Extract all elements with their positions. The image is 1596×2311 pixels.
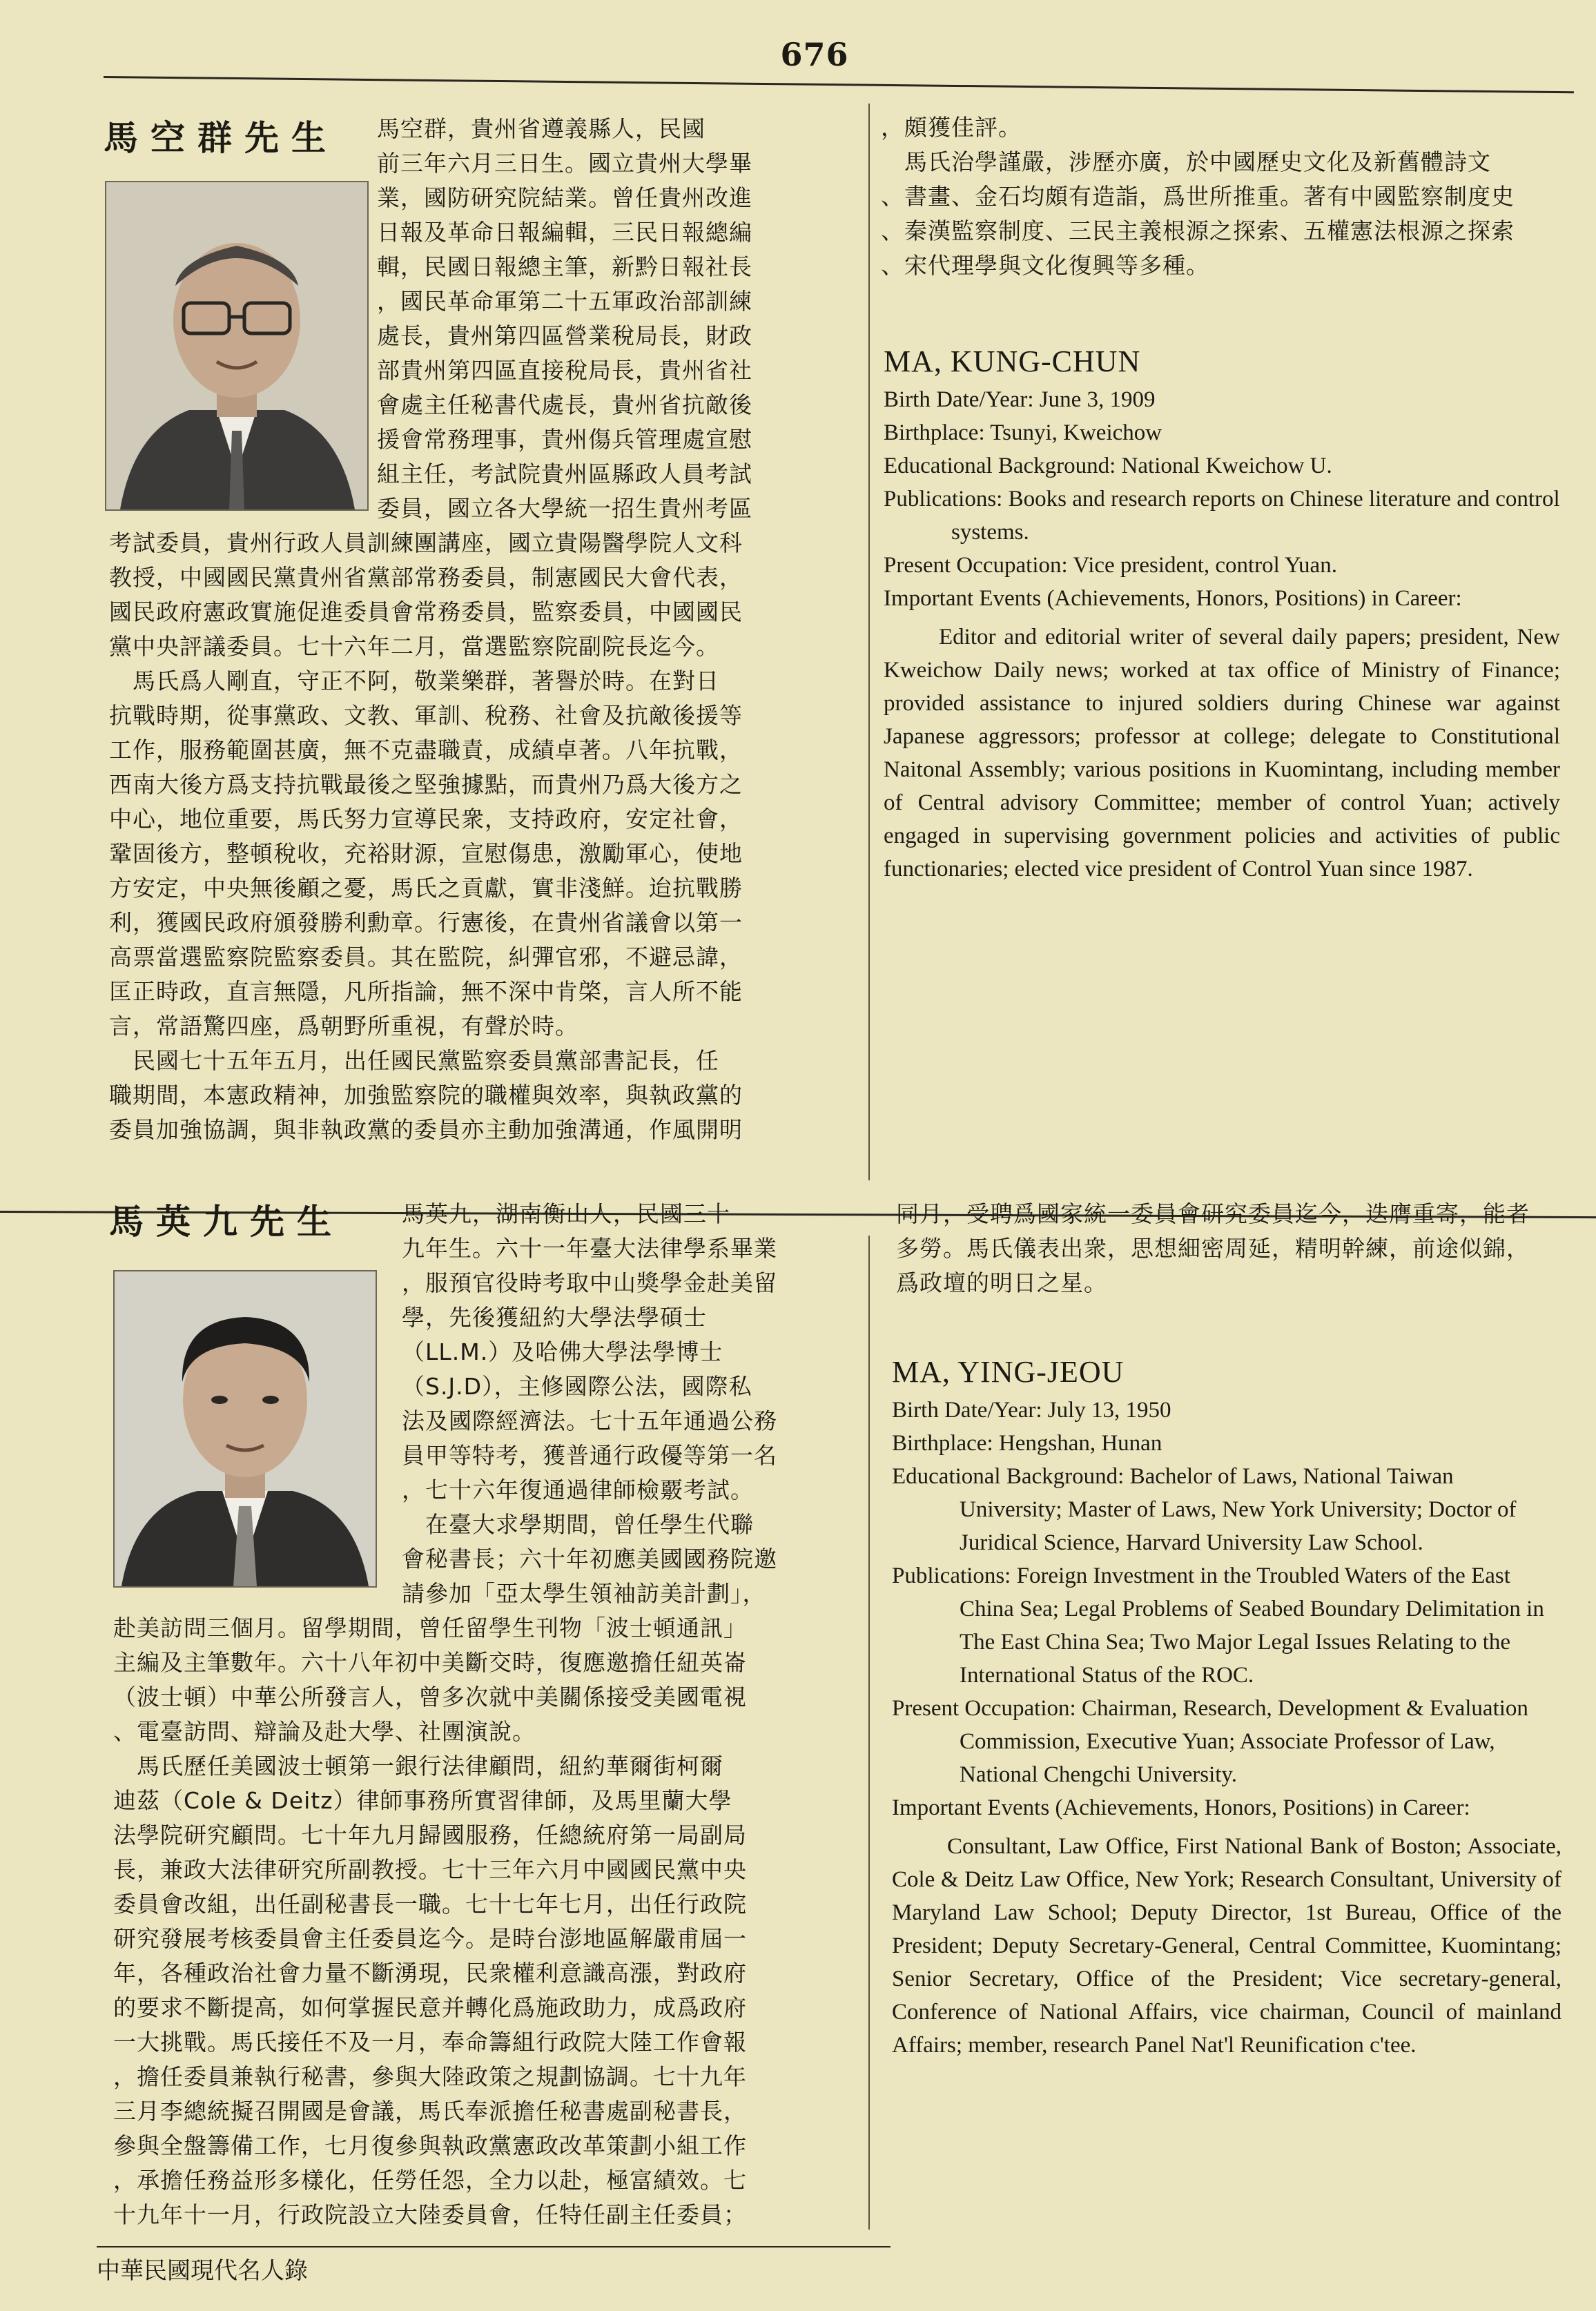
column-divider-top	[868, 104, 870, 1180]
bio-field-value: Bachelor of Laws, National Taiwan University; Master of Laws, New York University; Doctor of Juridical Science, Harvard University Law School.	[960, 1464, 1517, 1555]
text-line: 法及國際經濟法。七十五年通過公務	[402, 1407, 777, 1434]
bio-field	[892, 1427, 1561, 1460]
text-line: 迪茲（Cole & Deitz）律師事務所實習律師，及馬里蘭大學	[113, 1787, 732, 1814]
page-number: 676	[780, 36, 849, 73]
text-line: ，服預官役時考取中山獎學金赴美留	[402, 1269, 777, 1296]
bio-field-label: Birth Date/Year:	[884, 387, 1034, 412]
portrait-photo	[105, 181, 369, 511]
text-line: 部貴州第四區直接稅局長，貴州省社	[377, 357, 752, 384]
career-paragraph: Consultant, Law Office, First National Bank of Boston; Associate, Cole & Deitz Law Office, New York; Research Consultant, University of Maryland Law School; Deputy Director, 1st Bureau, Office of the President; Deputy Secretary-General, Central Committee, Kuomintang; Senior Secretary, Office of the President; Vice secretary-general, Conference of National Affairs, vice chairman, Council of mainland Affairs; member, research Panel Nat'l Reunification c'tee.	[892, 1834, 1561, 2058]
text-line: 馬空群，貴州省遵義縣人，民國	[377, 115, 705, 142]
career-paragraph: Editor and editorial writer of several daily papers; president, New Kweichow Daily news; worked at tax office of Ministry of Finance; provided assistance to injured soldiers during Chinese war against Japanese aggressors; professor at college; delegate to Constitutional Naitonal Assembly; various positions in Kuomintang, including member of Central advisory Committee; member of control Yuan; actively engaged in supervising government policies and activities of public functionaries; elected vice president of Control Yuan since 1987.	[884, 625, 1560, 881]
bio-field-label: Publications:	[892, 1563, 1011, 1588]
entry-1-chinese-body	[109, 526, 827, 1147]
bio-field	[892, 1692, 1561, 1791]
text-line: 研究發展考核委員會主任委員迄今。是時台澎地區解嚴甫屆一	[113, 1925, 747, 1952]
text-line: 請參加「亞太學生領袖訪美計劃」，	[402, 1580, 766, 1607]
text-line: 西南大後方爲支持抗戰最後之堅強據點，而貴州乃爲大後方之	[109, 771, 743, 798]
bio-field-value: Chairman, Research, Development & Evaluation Commission, Executive Yuan; Associate Professor of Law, National Chengchi University.	[960, 1696, 1528, 1787]
text-line: 言，常語驚四座，爲朝野所重視，有聲於時。	[109, 1013, 578, 1040]
bio-field	[884, 582, 1560, 615]
text-line: 援會常務理事，貴州傷兵管理處宣慰	[377, 426, 752, 453]
bio-field-label: Educational Background:	[884, 454, 1116, 478]
bio-field-value: Vice president, control Yuan.	[1073, 553, 1337, 578]
entry-1-chinese-intro	[377, 112, 819, 526]
top-rule	[104, 76, 1574, 93]
text-line: 組主任，考試院貴州區縣政人員考試	[377, 460, 752, 487]
text-line: 處長，貴州第四區營業稅局長，財政	[377, 322, 752, 349]
text-line: 同月，受聘爲國家統一委員會研究委員迄今，迭膺重寄，能者	[896, 1200, 1530, 1227]
text-line: 抗戰時期，從事黨政、文教、軍訓、稅務、社會及抗敵後援等	[109, 702, 743, 729]
text-line: ，擔任委員兼執行秘書，參與大陸政策之規劃協調。七十九年	[113, 2063, 747, 2090]
bio-field	[884, 383, 1560, 416]
bio-field-label: Present Occupation:	[884, 553, 1068, 578]
text-line: 、秦漢監察制度、三民主義根源之探索、五權憲法根源之探索	[881, 217, 1515, 244]
english-name: MA, KUNG-CHUN	[884, 344, 1141, 378]
bio-field-label: Publications:	[884, 487, 1003, 511]
bio-field	[884, 482, 1560, 549]
text-line: 考試委員，貴州行政人員訓練團講座，國立貴陽醫學院人文科	[109, 529, 743, 556]
text-line: 教授，中國國民黨貴州省黨部常務委員，制憲國民大會代表，	[109, 564, 743, 591]
text-line: 高票當選監察院監察委員。其在監院，糾彈官邪，不避忌諱，	[109, 944, 743, 971]
text-line: 、電臺訪問、辯論及赴大學、社團演說。	[113, 1718, 536, 1745]
text-line: （LL.M.）及哈佛大學法學博士	[402, 1338, 723, 1365]
bio-field-value: Tsunyi, Kweichow	[990, 420, 1162, 445]
text-line: ，頗獲佳評。	[881, 114, 1022, 141]
text-line: 黨中央評議委員。七十六年二月，當選監察院副院長迄今。	[109, 633, 719, 660]
portrait-photo-image	[115, 1271, 376, 1586]
text-line: 主編及主筆數年。六十八年初中美斷交時，復應邀擔任紐英崙	[113, 1649, 747, 1676]
bio-field-label: Important Events (Achievements, Honors, Positions) in Career:	[884, 586, 1462, 611]
text-line: 馬英九，湖南衡山人，民國三十	[402, 1200, 730, 1227]
entry-2-chinese-continued	[896, 1197, 1566, 1300]
text-line: 委員會改組，出任副秘書長一職。七十七年七月，出任行政院	[113, 1891, 747, 1918]
text-line: 參與全盤籌備工作，七月復參與執政黨憲政改革策劃小組工作	[113, 2132, 747, 2159]
text-line: 十九年十一月，行政院設立大陸委員會，任特任副主任委員；	[113, 2201, 747, 2228]
text-line: （S.J.D），主修國際公法，國際私	[402, 1373, 752, 1400]
entry-2-chinese-body	[113, 1611, 831, 2232]
text-line: 九年生。六十一年臺大法律學系畢業	[402, 1235, 777, 1262]
english-name: MA, YING-JEOU	[892, 1355, 1125, 1389]
bio-field-value: Hengshan, Hunan	[998, 1431, 1162, 1456]
text-line: 、宋代理學與文化復興等多種。	[881, 252, 1209, 279]
bio-field	[892, 1460, 1561, 1559]
entry-name-chinese: 馬空群先生	[104, 118, 338, 158]
text-line: ，七十六年復通過律師檢覈考試。	[402, 1476, 754, 1503]
bio-field	[892, 1791, 1561, 1824]
text-line: 馬氏爲人剛直，守正不阿，敬業樂群，著譽於時。在對日	[109, 667, 719, 694]
bio-field	[892, 1394, 1561, 1427]
text-line: 委員，國立各大學統一招生貴州考區	[377, 495, 752, 522]
text-line: 三月李總統擬召開國是會議，馬氏奉派擔任秘書處副秘書長，	[113, 2098, 747, 2125]
text-line: 委員加強協調，與非執政黨的委員亦主動加強溝通，作風開明	[109, 1116, 743, 1143]
bio-field-value: June 3, 1909	[1039, 387, 1156, 412]
text-line: 民國七十五年五月，出任國民黨監察委員黨部書記長，任	[109, 1047, 719, 1074]
bio-field	[884, 449, 1560, 482]
text-line: 長，兼政大法律研究所副教授。七十三年六月中國國民黨中央	[113, 1856, 747, 1883]
text-line: 鞏固後方，整頓稅收，充裕財源，宣慰傷患，激勵軍心，使地	[109, 840, 743, 867]
text-line: 馬氏治學謹嚴，涉歷亦廣，於中國歷史文化及新舊體詩文	[881, 148, 1491, 175]
text-line: 馬氏歷任美國波士頓第一銀行法律顧問，紐約華爾街柯爾	[113, 1753, 723, 1779]
text-line: 、書畫、金石均頗有造詣，爲世所推重。著有中國監察制度史	[881, 183, 1515, 210]
text-line: （波士頓）中華公所發言人，曾多次就中美關係接受美國電視	[113, 1684, 747, 1710]
bio-field	[892, 1559, 1561, 1692]
bio-field-value: Books and research reports on Chinese literature and control systems.	[951, 487, 1560, 545]
entry-1-english-bio	[884, 344, 1560, 886]
text-line: 在臺大求學期間，曾任學生代聯	[402, 1511, 754, 1538]
text-line: 國民政府憲政實施促進委員會常務委員，監察委員，中國國民	[109, 598, 743, 625]
bio-field-label: Important Events (Achievements, Honors, Positions) in Career:	[892, 1795, 1470, 1820]
text-line: 會處主任秘書代處長，貴州省抗敵後	[377, 391, 752, 418]
text-line: 爲政壇的明日之星。	[896, 1269, 1107, 1296]
portrait-photo	[113, 1270, 377, 1588]
bio-field-label: Educational Background:	[892, 1464, 1125, 1489]
text-line: ，國民革命軍第二十五軍政治部訓練	[377, 288, 752, 315]
text-line: 會秘書長；六十年初應美國國務院邀	[402, 1545, 777, 1572]
text-line: 學，先後獲紐約大學法學碩士	[402, 1304, 707, 1331]
bio-field-value: Foreign Investment in the Troubled Waters of the East China Sea; Legal Problems of Seabed Boundary Delimitation in The East China Sea; Two Major Legal Issues Relating to the International Status of the ROC.	[960, 1563, 1544, 1688]
bio-field-label: Birthplace:	[892, 1431, 993, 1456]
text-line: 利，獲國民政府頒發勝利勳章。行憲後，在貴州省議會以第一	[109, 909, 743, 936]
bio-field-value: July 13, 1950	[1047, 1398, 1171, 1423]
text-line: 中心，地位重要，馬氏努力宣導民衆，支持政府，安定社會，	[109, 806, 743, 832]
text-line: ，承擔任務益形多樣化，任勞任怨，全力以赴，極富績效。七	[113, 2167, 747, 2194]
text-line: 赴美訪問三個月。留學期間，曾任留學生刊物「波士頓通訊」	[113, 1615, 747, 1641]
bio-field	[884, 416, 1560, 449]
portrait-photo-image	[106, 182, 367, 509]
text-line: 日報及革命日報編輯，三民日報總編	[377, 219, 752, 246]
text-line: 方安定，中央無後顧之憂，馬氏之貢獻，實非淺鮮。迨抗戰勝	[109, 875, 743, 901]
text-line: 輯，民國日報總主筆，新黔日報社長	[377, 253, 752, 280]
entry-2-chinese-intro	[402, 1197, 830, 1611]
bio-field-value: National Kweichow U.	[1121, 454, 1332, 478]
text-line: 年，各種政治社會力量不斷湧現，民衆權利意識高漲，對政府	[113, 1960, 747, 1987]
text-line: 匡正時政，直言無隱，凡所指論，無不深中肯棨，言人所不能	[109, 978, 743, 1005]
text-line: 工作，服務範圍甚廣，無不克盡職責，成績卓著。八年抗戰，	[109, 737, 743, 763]
entry-name-chinese: 馬英九先生	[109, 1202, 344, 1242]
bio-field	[884, 549, 1560, 582]
book-title-footer: 中華民國現代名人錄	[97, 2257, 308, 2285]
column-divider-bottom	[868, 1236, 870, 2230]
text-line: 一大挑戰。馬氏接任不及一月，奉命籌組行政院大陸工作會報	[113, 2029, 747, 2056]
text-line: 員甲等特考，獲普通行政優等第一名	[402, 1442, 777, 1469]
entry-2-english-bio	[892, 1354, 1561, 2062]
text-line: 職期間，本憲政精神，加強監察院的職權與效率，與執政黨的	[109, 1082, 743, 1109]
bio-field-label: Present Occupation:	[892, 1696, 1076, 1721]
text-line: 多勞。馬氏儀表出衆，思想細密周延，精明幹練，前途似錦，	[896, 1235, 1530, 1262]
footer-rule	[97, 2246, 891, 2247]
text-line: 的要求不斷提高，如何掌握民意并轉化爲施政助力，成爲政府	[113, 1994, 747, 2021]
bio-field-label: Birth Date/Year:	[892, 1398, 1042, 1423]
text-line: 前三年六月三日生。國立貴州大學畢	[377, 150, 752, 177]
text-line: 業，國防研究院結業。曾任貴州改進	[377, 184, 752, 211]
text-line: 法學院研究顧問。七十年九月歸國服務，任總統府第一局副局	[113, 1822, 747, 1849]
bio-field-label: Birthplace:	[884, 420, 985, 445]
entry-1-chinese-continued	[881, 110, 1557, 283]
